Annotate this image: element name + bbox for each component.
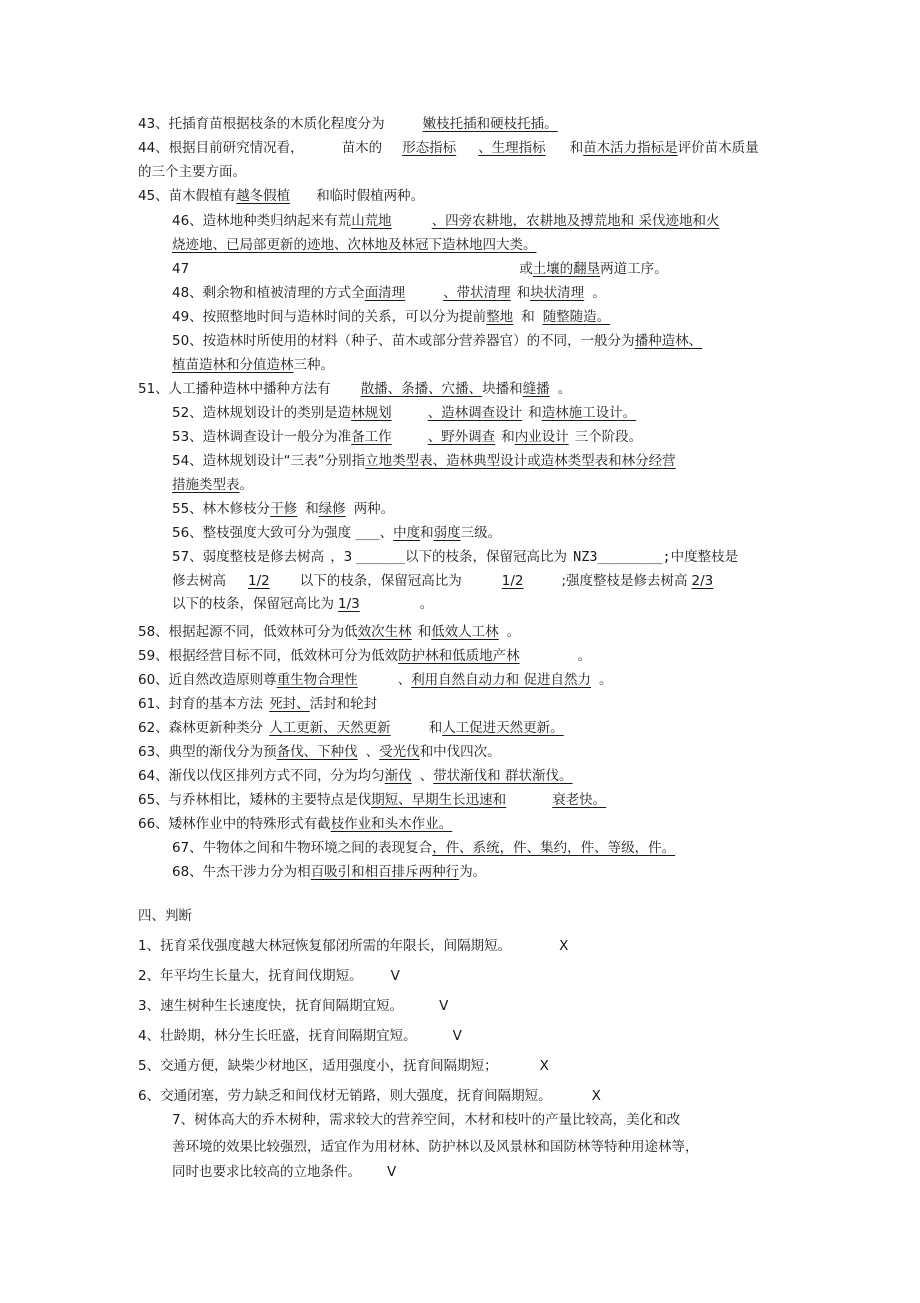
question-46-cont: 烧迹地、已局部更新的迹地、次林地及林冠下造林地四大类。 [172,237,537,253]
question-60: 60、近自然改造原则尊重生物合理性 、利用自然自动力和 促进自然力 。 [138,672,613,688]
question-57-cont2: 以下的枝条，保留冠高比为 1/3 。 [172,596,434,612]
question-54-cont: 措施类型表。 [172,477,253,493]
question-57: 57、弱度整枝是修去树高 ，3 ______以下的枝条，保留冠高比为 NZ3________;中度整枝是 [172,549,739,565]
question-59: 59、根据经营目标不同，低效林可分为低效防护林和低质地产林 。 [138,648,592,664]
question-51: 51、人工播种造林中播种方法有 散播、条播、穴播、块播和缝播 。 [138,381,572,397]
question-65: 65、与乔林相比，矮林的主要特点是伐期短、早期生长迅速和 衰老快。 [138,792,607,808]
answer-mark: V [387,1164,397,1180]
question-49: 49、按照整地时间与造林时间的关系，可以分为提前整地 和 随整随造。 [172,309,611,325]
answer-mark: V [439,998,449,1014]
answer-mark: V [452,1028,462,1044]
answer-mark: V [390,968,400,984]
question-54: 54、造林规划设计“三表”分别指立地类型表、造林典型设计或造林类型表和林分经营 [172,453,676,469]
question-52: 52、造林规划设计的类别是造林规划 、造林调查设计 和造林施工设计。 [172,405,637,421]
section-heading-judgment: 四、判断 [138,908,192,924]
judgment-6: 6、交通闭塞，劳力缺乏和间伐材无销路，则大强度，抚育间隔期短。 X [138,1088,601,1104]
question-45: 45、苗木假植有越冬假植 和临时假植两种。 [138,188,425,204]
judgment-4: 4、壮龄期，林分生长旺盛，抚育间隔期宜短。 V [138,1028,462,1044]
question-47: 47 或土壤的翻垦两道工序。 [172,261,668,277]
judgment-3: 3、速生树种生长速度快，抚育间隔期宜短。 V [138,998,449,1014]
question-66: 66、矮林作业中的特殊形式有截枝作业和头木作业。 [138,816,453,832]
question-57-cont: 修去树高 1/2 以下的枝条，保留冠高比为 1/2 ;强度整枝是修去树高 2/3 [172,573,714,589]
question-44: 44、根据目前研究情况看， 苗木的 形态指标 、生理指标 和苗木活力指标是评价苗木质量 [138,140,759,156]
question-55: 55、林木修枝分干修 和绿修 两种。 [172,501,395,517]
question-48: 48、剩余物和植被清理的方式全面清理 、带状清理 和块状清理 。 [172,285,606,301]
question-62: 62、森林更新种类分 人工更新、天然更新 和人工促进天然更新。 [138,720,564,736]
question-46: 46、造林地种类归纳起来有荒山荒地 、四旁农耕地，农耕地及搏荒地和 采伐迹地和火 [172,213,720,229]
question-61: 61、封育的基本方法 死封、活封和轮封 [138,696,378,712]
answer-mark: X [559,938,569,954]
question-53: 53、造林调查设计一般分为准备工作 、野外调查 和内业设计 三个阶段。 [172,429,643,445]
question-58: 58、根据起源不同，低效林可分为低效次生林 和低效人工林 。 [138,624,521,640]
question-68: 68、牛杰干涉力分为相百吸引和相百排斥两种行为。 [172,864,487,880]
judgment-5: 5、交通方便，缺柴少材地区，适用强度小，抚育间隔期短； X [138,1058,549,1074]
judgment-1: 1、抚育采伐强度越大林冠恢复郁闭所需的年限长，间隔期短。 X [138,938,569,954]
judgment-7-cont2: 同时也要求比较高的立地条件。 V [172,1164,397,1180]
question-50: 50、按造林时所使用的材料（种子、苗木或部分营养器官）的不同，一般分为播种造林、 [172,333,703,349]
question-44-cont: 的三个主要方面。 [138,164,246,180]
judgment-2: 2、年平均生长量大，抚育间伐期短。 V [138,968,400,984]
question-64: 64、渐伐以伐区排列方式不同，分为均匀渐伐 、带状渐伐和 群状渐伐。 [138,768,573,784]
question-67: 67、牛物体之间和牛物环境之间的表现复合，件、系统，件、集约，件、等级，件。 [172,840,676,856]
question-63: 63、典型的渐伐分为预备伐、下种伐 、受光伐和中伐四次。 [138,744,501,760]
question-43: 43、托插育苗根据枝条的木质化程度分为 嫩枝托插和硬枝托插。 [138,116,558,132]
answer-mark: X [591,1088,601,1104]
judgment-7-cont: 善环境的效果比较强烈，适宜作为用材林、防护林以及风景林和国防林等特种用途林等， [172,1139,699,1155]
judgment-7: 7、树体高大的乔木树种，需求较大的营养空间，木材和枝叶的产量比较高，美化和改 [172,1112,681,1128]
question-56: 56、整枝强度大致可分为强度 ___、中度和弱度三级。 [172,525,502,541]
question-50-cont: 植苗造林和分值造林三种。 [172,357,334,373]
answer-mark: X [539,1058,549,1074]
